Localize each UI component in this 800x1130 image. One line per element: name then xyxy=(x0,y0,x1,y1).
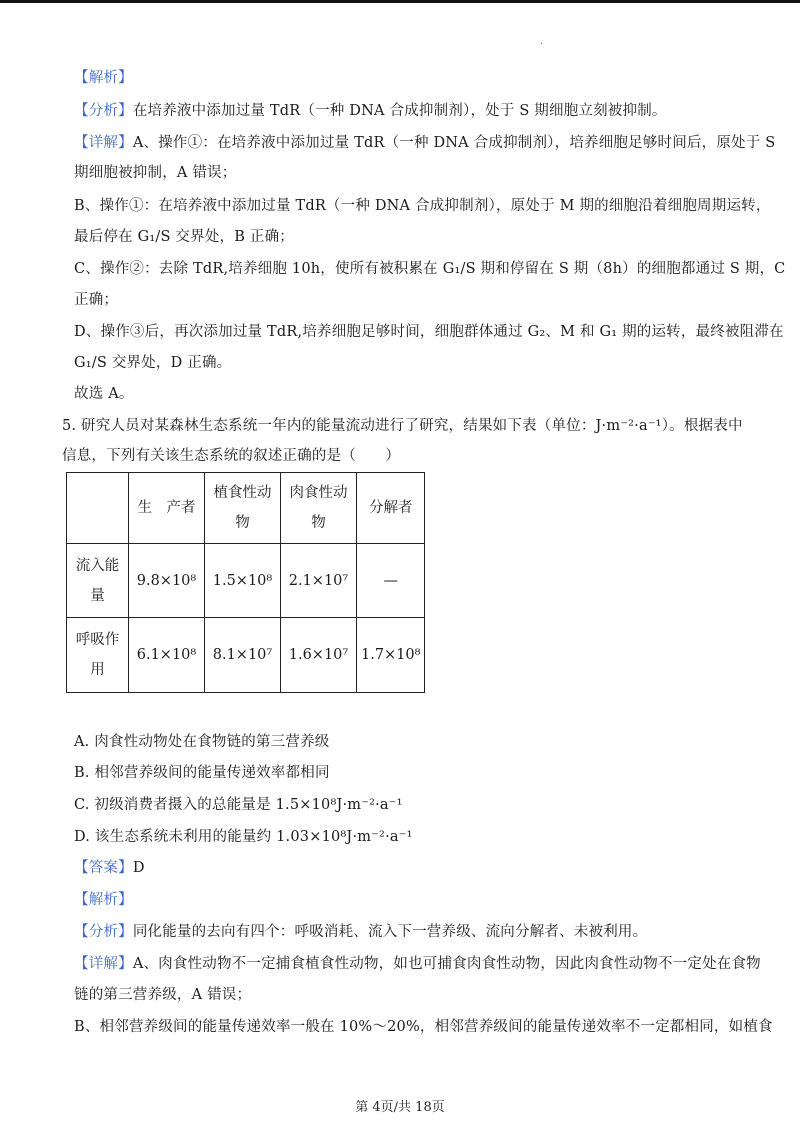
question-stem-cont: 信息，下列有关该生态系统的叙述正确的是（ ） xyxy=(62,448,401,464)
line-5: 最后停在 G₁/S 交界处，B 正确； xyxy=(74,229,294,245)
table-header-cell: 分解者 xyxy=(357,473,425,544)
answer-line: 【详解】A、肉食性动物不一定捕食植食性动物，如也可捕食肉食性动物，因此肉食性动物不一定处在食物 xyxy=(74,956,761,972)
table-header-cell: 植食性动物 xyxy=(205,473,281,544)
page-footer: 第 4页/共 18页 xyxy=(355,1100,445,1115)
table-cell: 9.8×10⁸ xyxy=(129,544,205,618)
line-3: 期细胞被抑制，A 错误； xyxy=(74,165,237,181)
answer-line: 链的第三营养级，A 错误； xyxy=(74,987,252,1003)
section-tag: 【答案】 xyxy=(74,860,133,876)
table-header-cell: 肉食性动物 xyxy=(281,473,357,544)
line-4: B、操作①：在培养液中添加过量 TdR（一种 DNA 合成抑制剂），原处于 M 期的细胞沿着细胞周期运转， xyxy=(74,198,771,214)
question-stem: 5. 研究人员对某森林生态系统一年内的能量流动进行了研究，结果如下表（单位：J·m⁻²·a⁻¹）。根据表中 xyxy=(62,418,743,434)
table-cell: 6.1×10⁸ xyxy=(129,618,205,693)
section-tag: 【分析】 xyxy=(74,103,133,119)
table-cell: — xyxy=(357,544,425,618)
answer-line: 【答案】D xyxy=(74,860,145,876)
top-border xyxy=(0,0,800,3)
line-6: C、操作②：去除 TdR,培养细胞 10h，使所有被积累在 G₁/S 期和停留在 S 期（8h）的细胞都通过 S 期，C xyxy=(74,261,786,277)
table-header-row xyxy=(67,473,425,544)
section-tag: 【详解】 xyxy=(74,135,133,151)
answer-line xyxy=(74,890,730,910)
scan-mark: . xyxy=(540,36,544,47)
table-header-cell: 生 产者 xyxy=(129,473,205,544)
table-cell: 1.5×10⁸ xyxy=(205,544,281,618)
line-2: 【详解】A、操作①：在培养液中添加过量 TdR（一种 DNA 合成抑制剂），培养细胞足够时间后，原处于 S xyxy=(74,135,776,151)
section-tag: 【解析】 xyxy=(74,70,133,86)
answer-line: 【分析】同化能量的去向有四个：呼吸消耗、流入下一营养级、流向分解者、未被利用。 xyxy=(74,924,648,940)
option-c: C. 初级消费者摄入的总能量是 1.5×10⁸J·m⁻²·a⁻¹ xyxy=(74,797,403,813)
table-row xyxy=(67,618,425,693)
section-tag: 【解析】 xyxy=(74,892,133,908)
line-7: 正确； xyxy=(74,292,119,308)
line-8: D、操作③后，再次添加过量 TdR,培养细胞足够时间，细胞群体通过 G₂、M 和 G₁ 期的运转，最终被阻滞在 xyxy=(74,324,784,340)
table-cell: 8.1×10⁷ xyxy=(205,618,281,693)
option-b: B. 相邻营养级间的能量传递效率都相同 xyxy=(74,765,330,781)
table-row-label: 流入能量 xyxy=(67,544,129,618)
answer-line: B、相邻营养级间的能量传递效率一般在 10%～20%，相邻营养级间的能量传递效率不一定都相同，如植食 xyxy=(74,1019,773,1035)
table-header-cell xyxy=(67,473,129,544)
table-cell: 1.6×10⁷ xyxy=(281,618,357,693)
energy-flow-table xyxy=(66,472,425,693)
table-cell: 1.7×10⁸ xyxy=(357,618,425,693)
line-10: 故选 A。 xyxy=(74,386,134,402)
option-a: A. 肉食性动物处在食物链的第三营养级 xyxy=(74,734,330,750)
table-cell: 2.1×10⁷ xyxy=(281,544,357,618)
line-0 xyxy=(74,68,730,88)
option-d: D. 该生态系统未利用的能量约 1.03×10⁸J·m⁻²·a⁻¹ xyxy=(74,829,413,845)
section-tag: 【详解】 xyxy=(74,956,133,972)
table-row xyxy=(67,544,425,618)
line-1: 【分析】在培养液中添加过量 TdR（一种 DNA 合成抑制剂），处于 S 期细胞立刻被抑制。 xyxy=(74,103,667,119)
table-row-label: 呼吸作用 xyxy=(67,618,129,693)
line-9: G₁/S 交界处，D 正确。 xyxy=(74,355,232,371)
section-tag: 【分析】 xyxy=(74,924,133,940)
